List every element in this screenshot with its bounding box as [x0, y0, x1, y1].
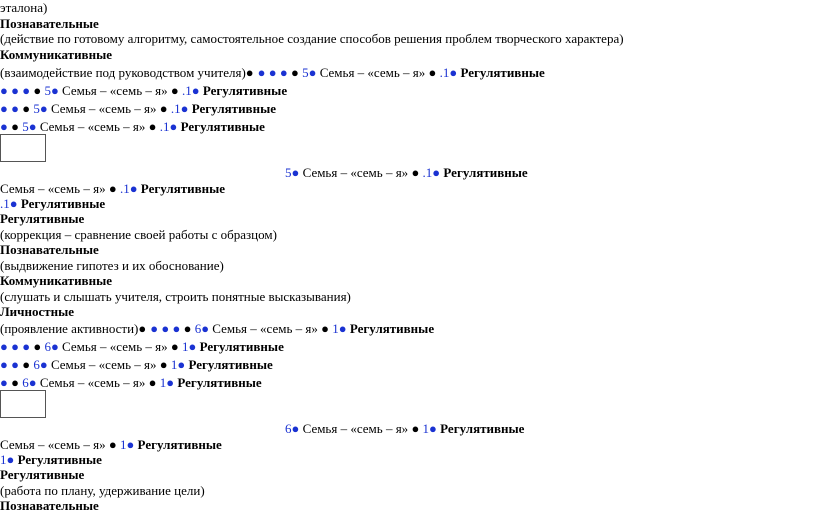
text: Познавательные — [0, 498, 99, 513]
text: Семья – «семь – я» — [0, 437, 106, 452]
bullet-icon: ● — [321, 321, 329, 336]
bullet-icon: ● — [428, 65, 437, 80]
text-line — [0, 437, 222, 452]
bullet-icon: ● — [6, 452, 15, 467]
bullet-icon: ● — [22, 339, 31, 354]
heading-communicative — [0, 273, 112, 288]
text-line — [0, 227, 277, 242]
bullet-icon: ● — [177, 357, 186, 372]
label-regulative: Регулятивные — [177, 375, 262, 390]
number: 5 — [33, 101, 40, 116]
bullet-icon: ● — [22, 357, 31, 372]
text: (работа по плану, удерживание цели) — [0, 483, 205, 498]
number: 6 — [285, 421, 292, 436]
text: Познавательные — [0, 16, 99, 31]
bullet-icon: ● — [33, 339, 42, 354]
text: Семья – «семь – я» — [50, 101, 157, 116]
heading-personal — [0, 304, 74, 319]
text: Регулятивные — [0, 467, 85, 482]
label-regulative: Регулятивные — [20, 196, 106, 211]
bullet-icon: ● — [159, 357, 168, 372]
text-line — [0, 258, 224, 273]
text: Семья – «семь – я» — [62, 339, 168, 354]
label-regulative: Регулятивные — [137, 437, 222, 452]
bullet-icon: ● — [129, 181, 138, 196]
bullet-icon: ● — [161, 321, 170, 336]
text-line — [0, 483, 205, 498]
bullet-icon: ● — [0, 119, 8, 134]
number: 1 — [159, 375, 167, 390]
bullet-icon: ● — [0, 101, 8, 116]
text: Семья – «семь – я» — [39, 375, 146, 390]
bullet-icon: ● — [169, 119, 178, 134]
number: 1 — [0, 452, 7, 467]
bullet-icon: ● — [279, 65, 288, 80]
label-regulative: Регулятивные — [191, 101, 276, 116]
bullet-icon: ● — [411, 165, 420, 180]
bullet-icon: ● — [429, 421, 437, 436]
number: 5 — [22, 119, 29, 134]
text: Семья – «семь – я» — [39, 119, 146, 134]
bullet-icon: ● — [159, 101, 168, 116]
text: Коммуникативные — [0, 273, 112, 288]
bullet-icon: ● — [268, 65, 277, 80]
text-line — [0, 65, 545, 80]
text-line — [0, 0, 47, 15]
number: 1 — [332, 321, 339, 336]
bullet-icon: ● — [257, 65, 266, 80]
text: (слушать и слышать учителя, строить понятные высказывания) — [0, 289, 351, 304]
number: .1 — [439, 65, 450, 80]
text: Личностные — [0, 304, 75, 319]
label-regulative: Регулятивные — [140, 181, 226, 196]
bullet-icon: ● — [432, 165, 441, 180]
label-regulative: Регулятивные — [460, 65, 545, 80]
text: Семья – «семь – я» — [62, 83, 168, 98]
text: (выдвижение гипотез и их обоснование) — [0, 258, 224, 273]
bullet-icon: ● — [50, 339, 59, 354]
number: .1 — [159, 119, 170, 134]
number: 6 — [44, 339, 51, 354]
bullet-icon: ● — [39, 101, 48, 116]
text-line — [0, 339, 284, 354]
heading-cognitive — [0, 16, 99, 31]
text: Коммуникативные — [0, 47, 112, 62]
bullet-icon: ● — [166, 375, 175, 390]
text: Семья – «семь – я» — [302, 421, 409, 436]
bullet-icon: ● — [11, 357, 19, 372]
label-regulative: Регулятивные — [440, 421, 525, 436]
bullet-icon: ● — [0, 375, 8, 390]
heading-communicative — [0, 47, 112, 62]
bullet-icon: ● — [411, 421, 420, 436]
bullet-icon: ● — [338, 321, 347, 336]
number: .1 — [170, 101, 181, 116]
bullet-icon: ● — [183, 321, 192, 336]
text-line — [285, 421, 524, 436]
bullet-icon: ● — [170, 83, 179, 98]
heading-cognitive — [0, 242, 99, 257]
text-line — [0, 357, 273, 372]
text-line — [0, 289, 351, 304]
label-regulative: Регулятивные — [199, 339, 284, 354]
text: (взаимодействие под руководством учителя) — [0, 65, 246, 80]
text: (проявление активности) — [0, 321, 139, 336]
text-line — [0, 83, 287, 98]
bullet-icon: ● — [290, 65, 299, 80]
bullet-icon: ● — [28, 375, 37, 390]
text-line — [0, 321, 434, 336]
number: 5 — [285, 165, 292, 180]
bullet-icon: ● — [33, 83, 42, 98]
bullet-icon: ● — [188, 339, 197, 354]
heading-regulative — [0, 467, 84, 482]
number: 1 — [422, 421, 430, 436]
number: 6 — [22, 375, 29, 390]
number: 6 — [194, 321, 202, 336]
heading-regulative — [0, 211, 84, 226]
bullet-icon: ● — [308, 65, 317, 80]
label-regulative: Регулятивные — [443, 165, 528, 180]
bullet-icon: ● — [138, 321, 147, 336]
text-line — [0, 375, 262, 390]
number: 1 — [181, 339, 189, 354]
bullet-icon: ● — [11, 83, 19, 98]
bullet-icon: ● — [108, 437, 117, 452]
text: (коррекция – сравнение своей работы с образцом) — [0, 227, 277, 242]
label-regulative: Регулятивные — [202, 83, 288, 98]
text: эталона) — [0, 0, 48, 15]
number: 1 — [170, 357, 178, 372]
bullet-icon: ● — [172, 321, 181, 336]
text: Семья – «семь – я» — [212, 321, 318, 336]
bullet-icon: ● — [126, 437, 135, 452]
empty-box — [0, 134, 46, 162]
label-regulative: Регулятивные — [349, 321, 435, 336]
number: .1 — [422, 165, 433, 180]
bullet-icon: ● — [108, 181, 117, 196]
bullet-icon: ● — [291, 165, 300, 180]
bullet-icon: ● — [39, 357, 48, 372]
text-line — [285, 165, 528, 180]
text: Семья – «семь – я» — [50, 357, 157, 372]
bullet-icon: ● — [0, 83, 8, 98]
number: 6 — [33, 357, 40, 372]
bullet-icon: ● — [22, 83, 31, 98]
bullet-icon: ● — [170, 339, 179, 354]
bullet-icon: ● — [22, 101, 31, 116]
bullet-icon: ● — [0, 339, 8, 354]
bullet-icon: ● — [148, 119, 157, 134]
text-line — [0, 31, 624, 46]
number: .1 — [119, 181, 130, 196]
bullet-icon: ● — [180, 101, 189, 116]
bullet-icon: ● — [28, 119, 37, 134]
text-line — [0, 101, 276, 116]
label-regulative: Регулятивные — [188, 357, 273, 372]
text-line — [0, 119, 265, 134]
label-regulative: Регулятивные — [17, 452, 102, 467]
text: Семья – «семь – я» — [319, 65, 426, 80]
text-line — [0, 181, 225, 196]
label-regulative: Регулятивные — [180, 119, 265, 134]
bullet-icon: ● — [245, 65, 254, 80]
bullet-icon: ● — [11, 339, 19, 354]
bullet-icon: ● — [191, 83, 200, 98]
bullet-icon: ● — [11, 119, 19, 134]
bullet-icon: ● — [291, 421, 300, 436]
bullet-icon: ● — [50, 83, 59, 98]
bullet-icon: ● — [11, 101, 19, 116]
number: .1 — [181, 83, 192, 98]
number: 1 — [119, 437, 127, 452]
number: 5 — [44, 83, 51, 98]
bullet-icon: ● — [9, 196, 18, 211]
bullet-icon: ● — [150, 321, 159, 336]
number: 5 — [302, 65, 309, 80]
text-line — [0, 196, 105, 211]
empty-box — [0, 390, 46, 418]
text-line — [0, 452, 102, 467]
bullet-icon: ● — [148, 375, 157, 390]
text: Семья – «семь – я» — [0, 181, 106, 196]
bullet-icon: ● — [11, 375, 19, 390]
text: Познавательные — [0, 242, 99, 257]
text: (действие по готовому алгоритму, самостоятельное создание способов решения проблем творческого характера) — [0, 31, 624, 46]
bullet-icon: ● — [0, 357, 8, 372]
text: Регулятивные — [0, 211, 85, 226]
bullet-icon: ● — [201, 321, 210, 336]
text: Семья – «семь – я» — [302, 165, 409, 180]
number: .1 — [0, 196, 10, 211]
bullet-icon: ● — [449, 65, 458, 80]
